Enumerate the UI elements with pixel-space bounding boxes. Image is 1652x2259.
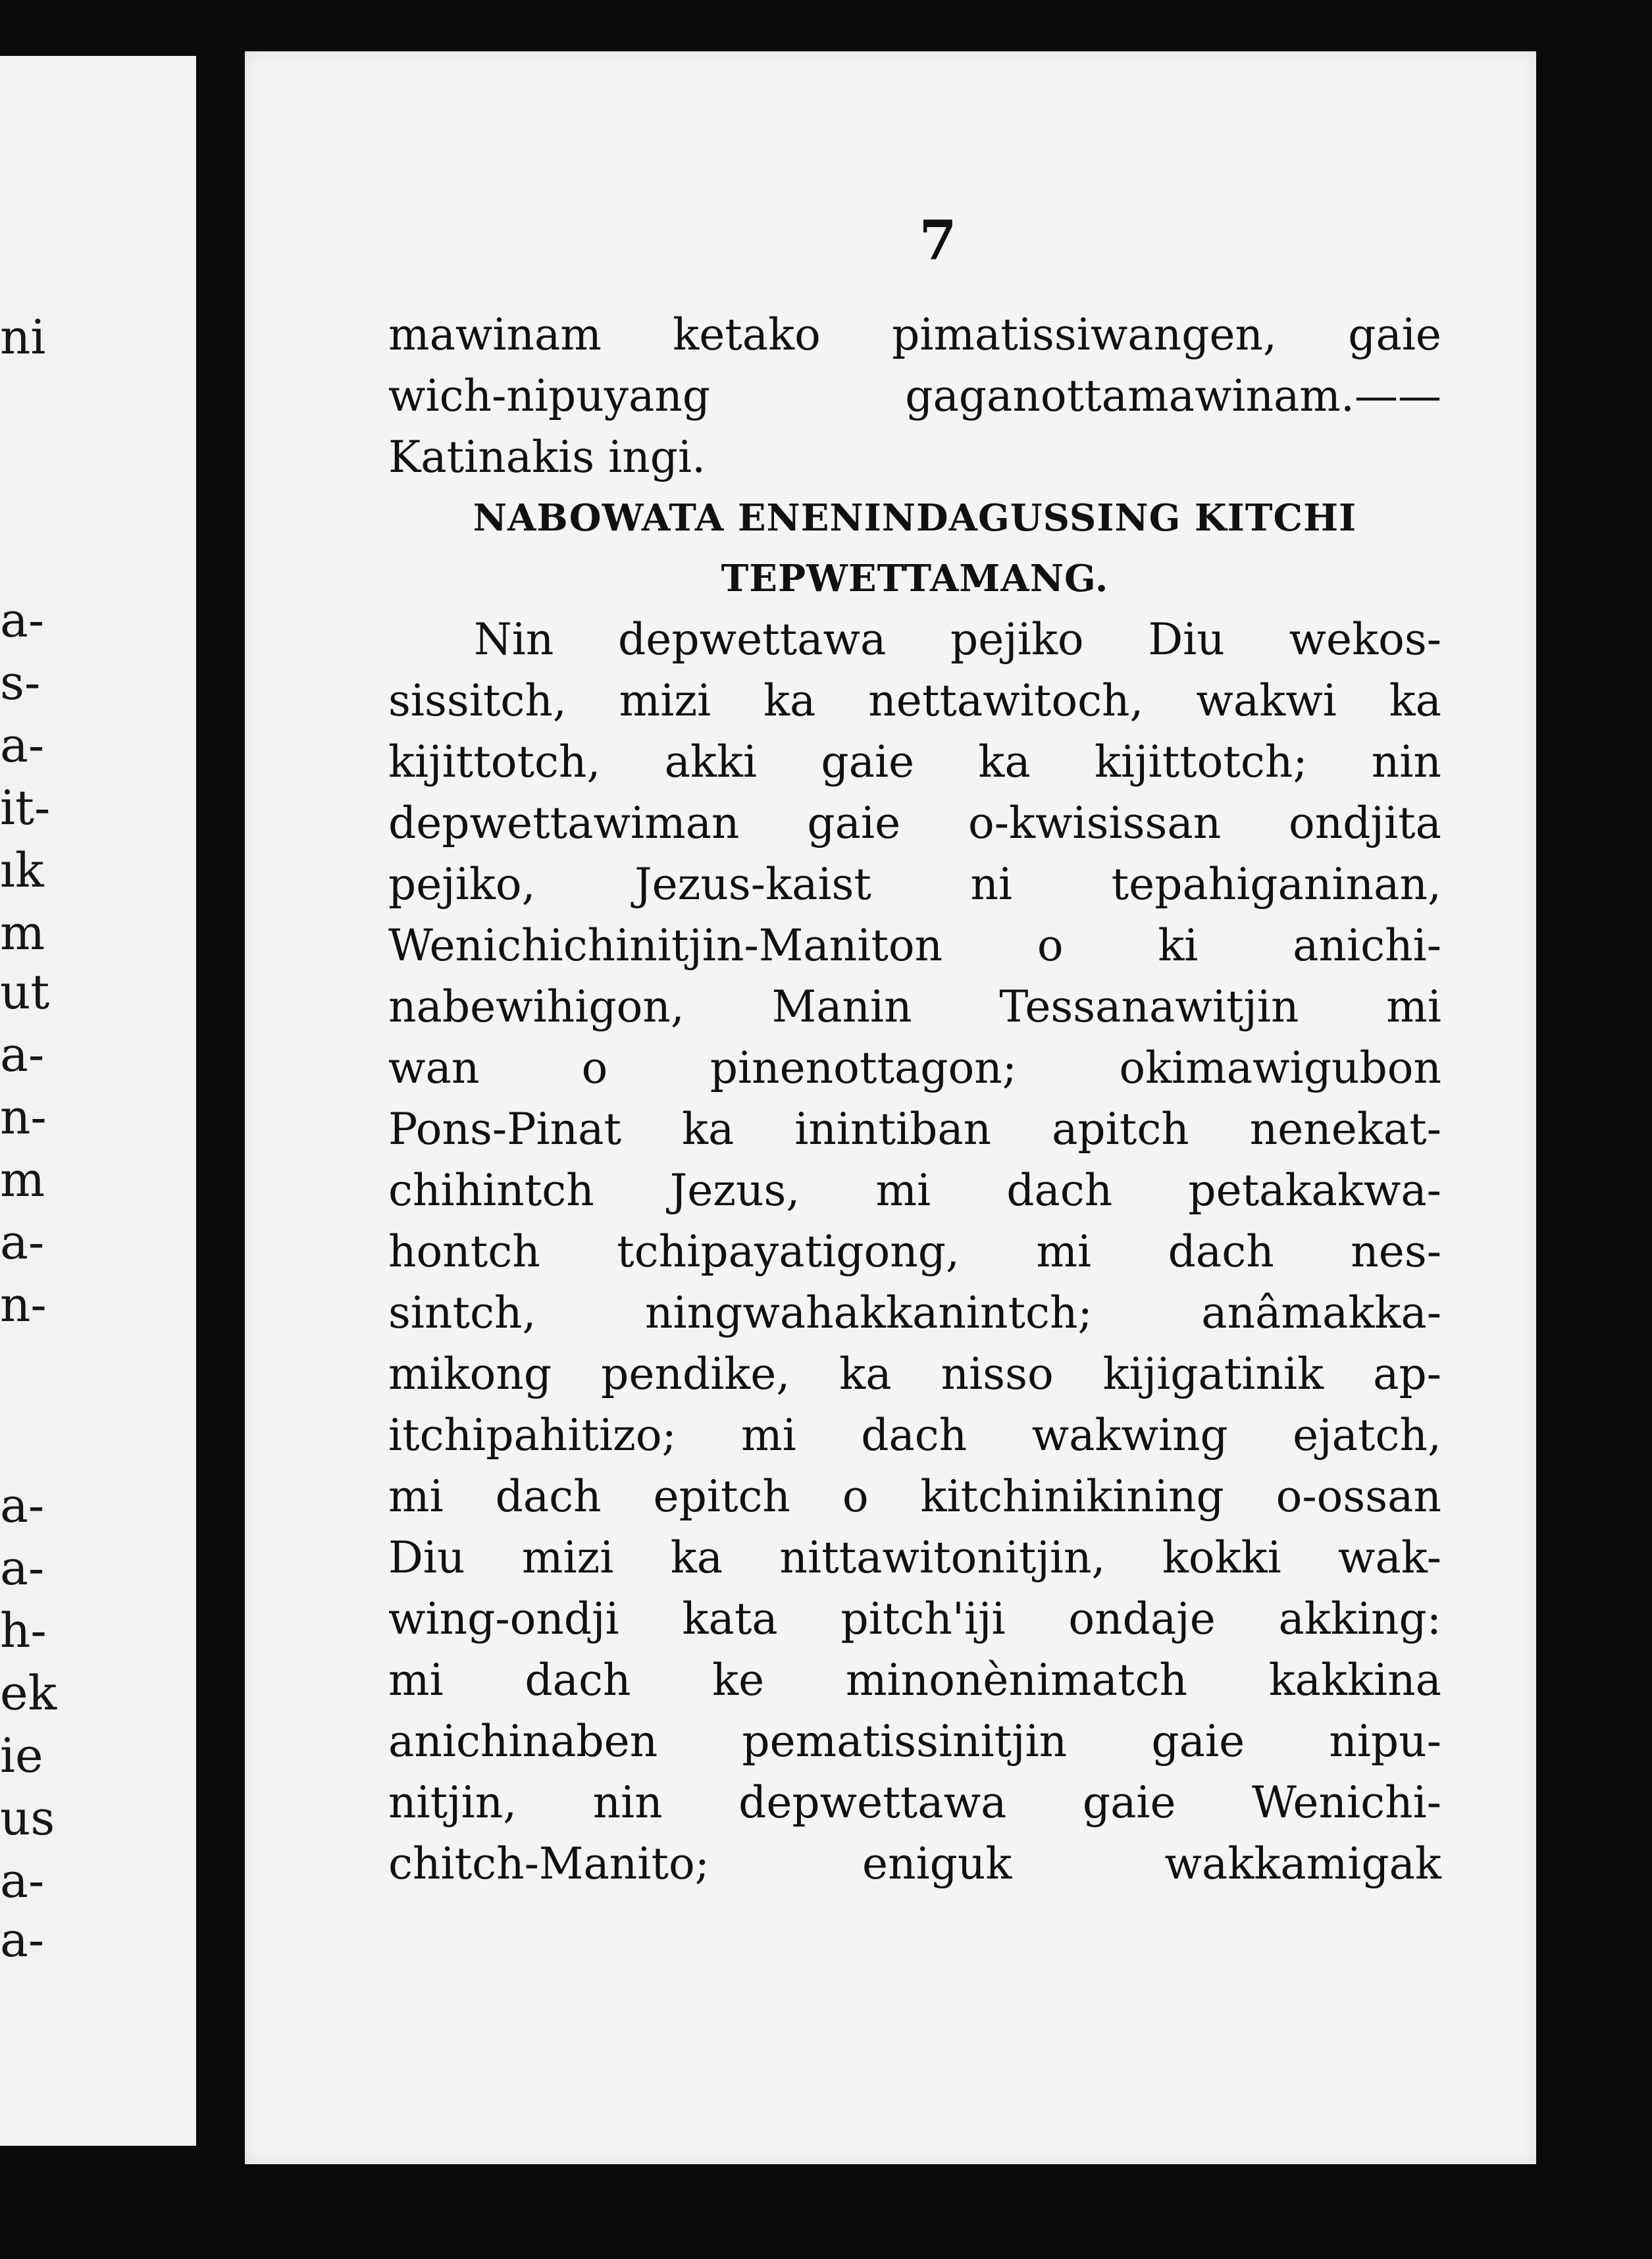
text-line: mawinam ketako pimatissiwangen, gaie — [388, 309, 1441, 360]
text-line: nitjin, nin depwettawa gaie Wenichi- — [388, 1777, 1441, 1828]
text-line: pejiko, Jezus-kaist ni tepahiganinan, — [388, 859, 1441, 910]
left-edge-fragment: s- — [0, 655, 41, 710]
left-edge-fragment: n- — [0, 1089, 47, 1145]
text-line: sissitch, mizi ka nettawitoch, wakwi ka — [388, 675, 1441, 726]
page-number: 7 — [919, 209, 957, 273]
left-edge-fragment: a- — [0, 1478, 45, 1533]
left-edge-fragment: ut — [0, 964, 50, 1020]
text-line: Nin depwettawa pejiko Diu wekos- — [474, 614, 1441, 665]
left-page-edge — [0, 56, 196, 2146]
section-heading: TEPWETTAMANG. — [721, 557, 1109, 600]
left-edge-fragment: us — [0, 1790, 55, 1846]
left-edge-fragment: ık — [0, 843, 44, 898]
text-line: chitch-Manito; eniguk wakkamigak — [388, 1838, 1441, 1889]
left-edge-fragment: it- — [0, 780, 51, 835]
text-line: chihintch Jezus, mi dach petakakwa- — [388, 1165, 1441, 1216]
text-line: mi dach ke minonènimatch kakkina — [388, 1655, 1441, 1705]
left-edge-fragment: a- — [0, 1912, 45, 1967]
left-edge-fragment: a- — [0, 717, 45, 773]
text-line: nabewihigon, Manin Tessanawitjin mi — [388, 981, 1441, 1032]
section-heading: NABOWATA ENENINDAGUSSING KITCHI — [473, 496, 1357, 540]
text-line: Wenichichinitjin-Maniton o ki anichi- — [388, 920, 1441, 971]
text-line: mi dach epitch o kitchinikining o-ossan — [388, 1471, 1441, 1522]
text-line: Katinakis ingi. — [388, 432, 706, 482]
left-edge-fragment: ek — [0, 1665, 57, 1721]
text-line: kijittotch, akki gaie ka kijittotch; nin — [388, 737, 1441, 787]
left-edge-fragment: h- — [0, 1603, 47, 1658]
text-line: depwettawiman gaie o-kwisissan ondjita — [388, 798, 1441, 848]
left-edge-fragment: ni — [0, 309, 46, 365]
text-line: anichinaben pematissinitjin gaie nipu- — [388, 1716, 1441, 1767]
text-line: mikong pendike, ka nisso kijigatinik ap- — [388, 1349, 1441, 1399]
left-edge-fragment: n- — [0, 1277, 47, 1332]
left-edge-fragment: a- — [0, 1853, 45, 1908]
left-edge-fragment: m — [0, 905, 45, 960]
left-edge-fragment: a- — [0, 1540, 45, 1596]
text-line: wing-ondji kata pitch'iji ondaje akking: — [388, 1594, 1441, 1644]
left-edge-fragment: a- — [0, 1214, 45, 1270]
left-edge-fragment: a- — [0, 592, 45, 648]
text-line: Pons-Pinat ka inintiban apitch nenekat- — [388, 1104, 1441, 1155]
text-line: itchipahitizo; mi dach wakwing ejatch, — [388, 1410, 1441, 1461]
left-edge-fragment: m — [0, 1152, 45, 1207]
text-line: Diu mizi ka nittawitonitjin, kokki wak- — [388, 1532, 1441, 1583]
text-line: sintch, ningwahakkanintch; anâmakka- — [388, 1287, 1441, 1338]
text-line: wan o pinenottagon; okimawigubon — [388, 1043, 1441, 1093]
page-text — [388, 304, 1441, 1894]
text-line: wich-nipuyang gaganottamawinam.—— — [388, 371, 1441, 421]
text-line: hontch tchipayatigong, mi dach nes- — [388, 1226, 1441, 1277]
left-edge-fragment: ie — [0, 1728, 43, 1783]
left-edge-fragment: a- — [0, 1027, 45, 1082]
